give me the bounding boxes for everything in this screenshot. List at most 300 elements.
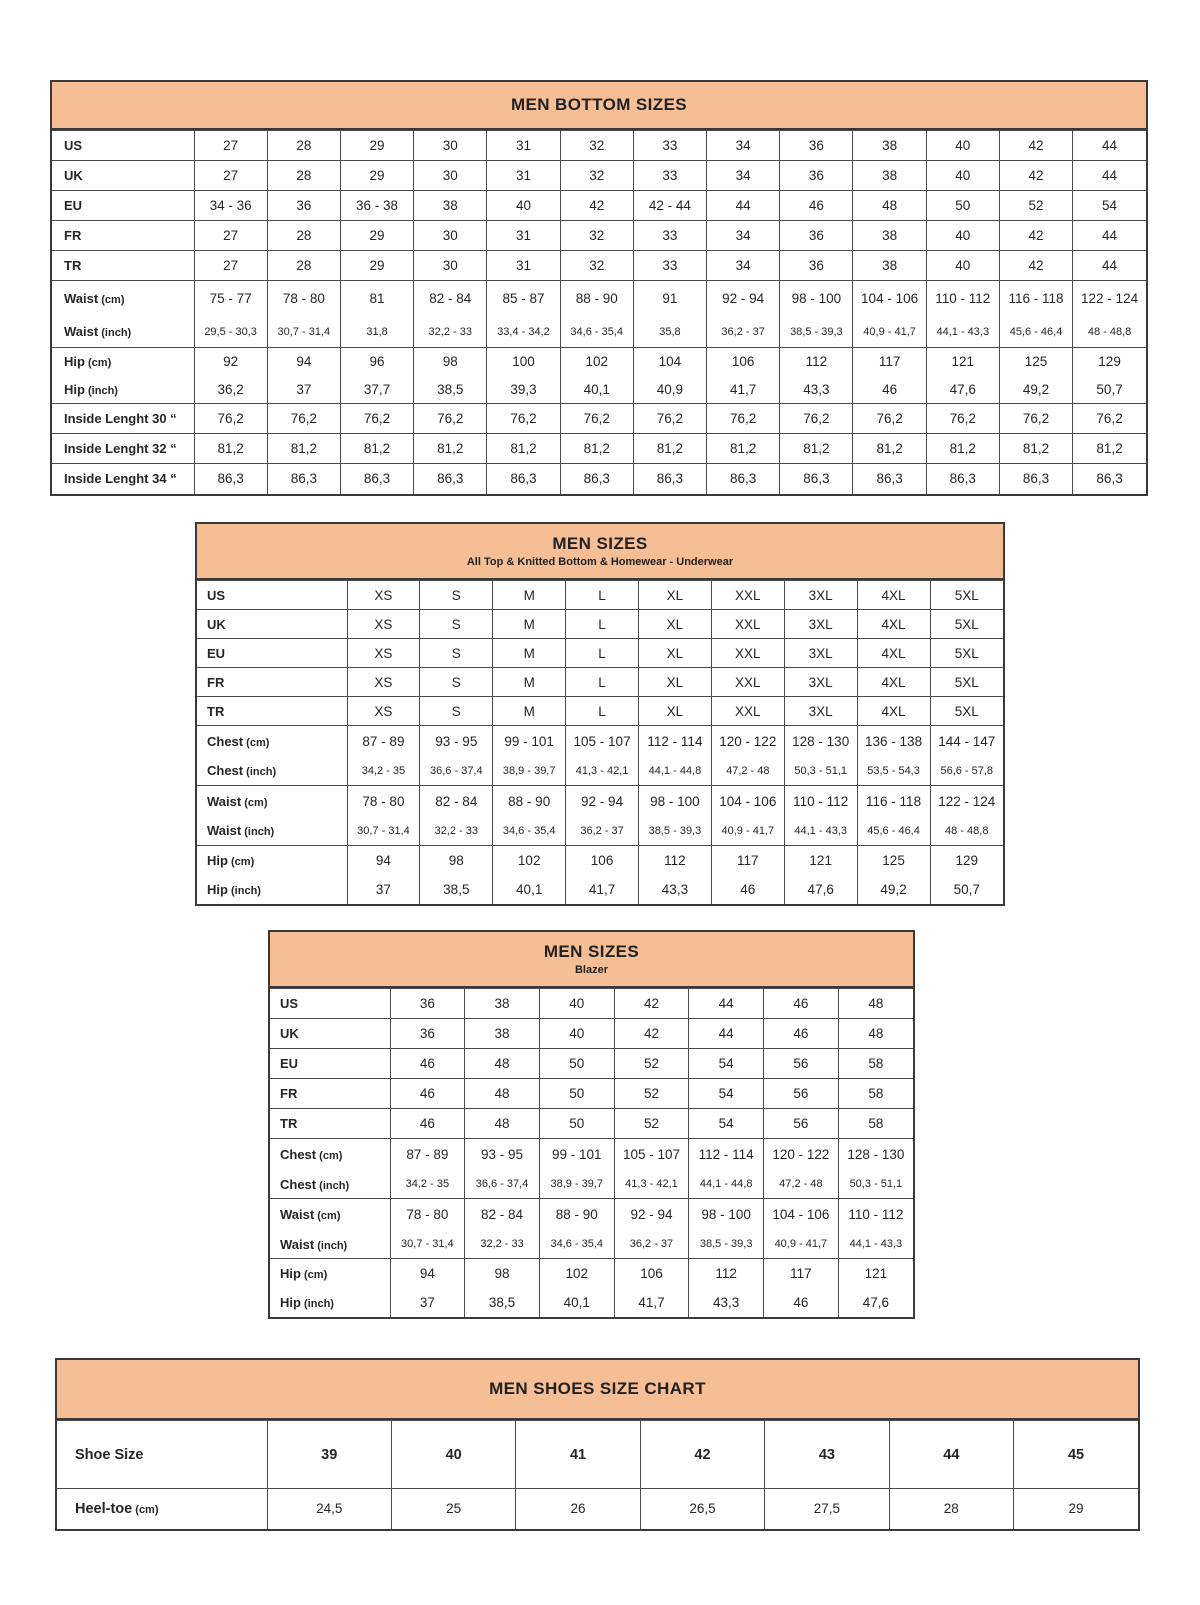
table-cell: 76,2 — [487, 404, 560, 434]
row-label: UK — [52, 161, 194, 191]
table-cell: 4XL — [857, 697, 930, 726]
table-cell: XS — [347, 639, 420, 668]
table-cell: 52 — [614, 1079, 689, 1109]
table-cell: 46 — [764, 1288, 839, 1317]
table-cell: 100 — [487, 348, 560, 376]
table-cell: 30 — [414, 221, 487, 251]
table-cell: 46 — [764, 989, 839, 1019]
table-cell: 50,7 — [1073, 376, 1146, 404]
table-cell: 125 — [857, 846, 930, 875]
table-cell: 86,3 — [926, 464, 999, 494]
table-cell: 38,9 - 39,7 — [539, 1171, 614, 1199]
table-cell: 36 — [780, 221, 853, 251]
table-cell: 3XL — [784, 697, 857, 726]
table-title: MEN BOTTOM SIZES — [510, 95, 688, 114]
table-cell: 29 — [1014, 1489, 1138, 1529]
row-label: Waist (inch) — [64, 324, 132, 340]
table-cell: 3XL — [784, 581, 857, 610]
row-label: Inside Lenght 34 “ — [52, 464, 194, 494]
table-cell: 86,3 — [707, 464, 780, 494]
table-cell: XXL — [711, 697, 784, 726]
table-cell: 49,2 — [857, 875, 930, 904]
table-cell: 45,6 - 46,4 — [999, 317, 1072, 348]
table-cell: 87 - 89 — [390, 1139, 465, 1171]
table-cell: 31,8 — [340, 317, 413, 348]
table-cell: 37 — [390, 1288, 465, 1317]
table-cell: 76,2 — [926, 404, 999, 434]
table-cell: 32 — [560, 131, 633, 161]
table-cell: 45 — [1014, 1421, 1138, 1489]
men-shoes-size-chart-table — [55, 1358, 1140, 1531]
table-cell: 30 — [414, 161, 487, 191]
table-subtitle: Blazer — [574, 964, 609, 976]
table-cell: 36 - 38 — [340, 191, 413, 221]
table-cell: 54 — [689, 1079, 764, 1109]
table-cell: 47,2 - 48 — [764, 1171, 839, 1199]
row-label: UK — [270, 1019, 390, 1049]
table-cell: 82 - 84 — [420, 786, 493, 817]
table-cell: 3XL — [784, 639, 857, 668]
table-cell: 87 - 89 — [347, 726, 420, 757]
table-cell: 104 - 106 — [764, 1199, 839, 1231]
table-cell: 28 — [889, 1489, 1013, 1529]
table-cell: L — [566, 639, 639, 668]
table-cell: 46 — [853, 376, 926, 404]
table-cell: 33 — [633, 131, 706, 161]
table-cell: 48 — [853, 191, 926, 221]
table-cell: 38 — [465, 989, 540, 1019]
table-cell: 88 - 90 — [493, 786, 566, 817]
row-label: Heel-toe (cm) — [57, 1489, 267, 1529]
table-cell: 98 — [414, 348, 487, 376]
table-cell: 86,3 — [414, 464, 487, 494]
table-cell: 43,3 — [639, 875, 712, 904]
table-cell: 56 — [764, 1109, 839, 1139]
table-cell: 34,2 - 35 — [390, 1171, 465, 1199]
table-cell: 39 — [267, 1421, 391, 1489]
row-label: Hip (inch) — [280, 1294, 334, 1310]
row-label: Waist (inch) — [280, 1236, 348, 1252]
table-cell: 42 — [614, 1019, 689, 1049]
table-cell: 31 — [487, 161, 560, 191]
table-cell: 56 — [764, 1079, 839, 1109]
table-cell: 98 - 100 — [780, 281, 853, 317]
table-cell: 125 — [999, 348, 1072, 376]
table-cell: 40,1 — [539, 1288, 614, 1317]
table-cell: 76,2 — [853, 404, 926, 434]
table-cell: 48 - 48,8 — [930, 817, 1003, 846]
table-cell: 54 — [689, 1049, 764, 1079]
table-cell: 48 - 48,8 — [1073, 317, 1146, 348]
table-cell: 86,3 — [1073, 464, 1146, 494]
table-cell: 76,2 — [780, 404, 853, 434]
table-cell: 38,9 - 39,7 — [493, 757, 566, 786]
table-cell: 42 — [999, 251, 1072, 281]
table-cell: 81,2 — [633, 434, 706, 464]
table-cell: 129 — [1073, 348, 1146, 376]
table-cell: 34 — [707, 221, 780, 251]
table-cell: 91 — [633, 281, 706, 317]
table-cell: 47,2 - 48 — [711, 757, 784, 786]
table-cell: XXL — [711, 668, 784, 697]
table-cell: 38 — [853, 131, 926, 161]
table-cell: 38,5 — [420, 875, 493, 904]
table-header — [270, 932, 913, 988]
row-label: Chest (inch) — [280, 1176, 350, 1192]
table-cell: 43,3 — [689, 1288, 764, 1317]
table-cell: 37 — [267, 376, 340, 404]
table-cell: XS — [347, 697, 420, 726]
table-cell: 42 — [999, 161, 1072, 191]
table-cell: 36 — [780, 131, 853, 161]
table-header — [197, 524, 1003, 580]
table-cell: 32,2 - 33 — [420, 817, 493, 846]
table-cell: 44,1 - 43,3 — [926, 317, 999, 348]
table-cell: 40,9 - 41,7 — [764, 1231, 839, 1259]
table-cell: S — [420, 697, 493, 726]
row-label: US — [270, 989, 390, 1019]
table-cell: 105 - 107 — [566, 726, 639, 757]
table-cell: 31 — [487, 251, 560, 281]
table-cell: 34,6 - 35,4 — [539, 1231, 614, 1259]
row-label: US — [52, 131, 194, 161]
table-cell: 38,5 - 39,3 — [689, 1231, 764, 1259]
row-label: Chest (cm) — [197, 726, 347, 757]
table-cell: 81,2 — [1073, 434, 1146, 464]
table-cell: 29 — [340, 131, 413, 161]
table-cell: 81,2 — [926, 434, 999, 464]
table-cell: 76,2 — [267, 404, 340, 434]
table-cell: 86,3 — [999, 464, 1072, 494]
row-label: Waist (cm) — [197, 786, 347, 817]
table-cell: 94 — [390, 1259, 465, 1288]
table-cell: 28 — [267, 131, 340, 161]
row-label: Shoe Size — [57, 1421, 267, 1489]
table-cell: 24,5 — [267, 1489, 391, 1529]
table-cell: 40,1 — [493, 875, 566, 904]
table-cell: 40,1 — [560, 376, 633, 404]
table-cell: 40 — [391, 1421, 515, 1489]
table-cell: 81,2 — [780, 434, 853, 464]
table-title: MEN SIZES — [552, 534, 648, 553]
table-cell: XL — [639, 668, 712, 697]
table-cell: 112 - 114 — [689, 1139, 764, 1171]
table-cell: S — [420, 581, 493, 610]
table-cell: 42 — [560, 191, 633, 221]
table-cell: L — [566, 581, 639, 610]
table-cell: 34 — [707, 251, 780, 281]
table-cell: XXL — [711, 610, 784, 639]
table-cell: 44 — [707, 191, 780, 221]
table-cell: 45,6 - 46,4 — [857, 817, 930, 846]
table-cell: XL — [639, 639, 712, 668]
table-cell: 4XL — [857, 581, 930, 610]
table-cell: 112 — [689, 1259, 764, 1288]
row-label: TR — [52, 251, 194, 281]
table-cell: 121 — [784, 846, 857, 875]
table-cell: 81,2 — [853, 434, 926, 464]
table-cell: L — [566, 610, 639, 639]
row-label: Waist (inch) — [207, 823, 275, 839]
table-cell: 41,3 - 42,1 — [614, 1171, 689, 1199]
table-cell: M — [493, 581, 566, 610]
table-cell: 54 — [1073, 191, 1146, 221]
table-cell: XXL — [711, 581, 784, 610]
table-cell: 37 — [347, 875, 420, 904]
row-label: TR — [270, 1109, 390, 1139]
row-label: Chest (cm) — [270, 1139, 390, 1171]
table-cell: 38 — [853, 221, 926, 251]
row-label: TR — [197, 697, 347, 726]
table-cell: 33 — [633, 251, 706, 281]
table-cell: 30,7 - 31,4 — [390, 1231, 465, 1259]
table-cell: 5XL — [930, 610, 1003, 639]
table-cell: 116 - 118 — [999, 281, 1072, 317]
table-cell: 120 - 122 — [764, 1139, 839, 1171]
table-cell: 40 — [926, 131, 999, 161]
table-cell: 104 - 106 — [853, 281, 926, 317]
table-cell: 34,6 - 35,4 — [560, 317, 633, 348]
table-cell: M — [493, 668, 566, 697]
table-cell: 76,2 — [194, 404, 267, 434]
table-cell: XL — [639, 697, 712, 726]
table-cell: 110 - 112 — [926, 281, 999, 317]
table-cell: 58 — [838, 1049, 913, 1079]
row-label: Hip (cm) — [52, 348, 194, 376]
table-cell: 4XL — [857, 639, 930, 668]
table-cell: 88 - 90 — [539, 1199, 614, 1231]
table-cell: 48 — [465, 1079, 540, 1109]
table-cell: 86,3 — [487, 464, 560, 494]
table-cell: 112 — [780, 348, 853, 376]
table-cell: M — [493, 697, 566, 726]
table-title: MEN SHOES SIZE CHART — [489, 1379, 706, 1398]
table-cell: 46 — [390, 1049, 465, 1079]
table-cell: 34 — [707, 131, 780, 161]
table-cell: 110 - 112 — [784, 786, 857, 817]
table-cell: 136 - 138 — [857, 726, 930, 757]
table-cell: 76,2 — [999, 404, 1072, 434]
size-grid — [270, 988, 913, 1317]
table-cell: 36 — [267, 191, 340, 221]
table-cell: 50,3 - 51,1 — [838, 1171, 913, 1199]
table-cell: 104 — [633, 348, 706, 376]
table-cell: 76,2 — [560, 404, 633, 434]
table-cell: 4XL — [857, 610, 930, 639]
table-cell: 34,2 - 35 — [347, 757, 420, 786]
table-cell: 104 - 106 — [711, 786, 784, 817]
table-cell: 99 - 101 — [539, 1139, 614, 1171]
table-cell: 44 — [689, 1019, 764, 1049]
table-cell: 43 — [765, 1421, 889, 1489]
table-cell: 86,3 — [267, 464, 340, 494]
row-label: FR — [270, 1079, 390, 1109]
table-cell: 144 - 147 — [930, 726, 1003, 757]
table-cell: 50 — [539, 1049, 614, 1079]
table-cell: 48 — [465, 1049, 540, 1079]
row-label: Inside Lenght 30 “ — [52, 404, 194, 434]
table-cell: 93 - 95 — [420, 726, 493, 757]
table-cell: 42 — [999, 221, 1072, 251]
row-label: Hip (cm) — [270, 1259, 390, 1288]
table-cell: XL — [639, 610, 712, 639]
table-cell: 5XL — [930, 581, 1003, 610]
table-cell: 36,2 - 37 — [614, 1231, 689, 1259]
table-cell: 129 — [930, 846, 1003, 875]
table-cell: 52 — [614, 1109, 689, 1139]
table-cell: 36 — [390, 989, 465, 1019]
table-cell: XL — [639, 581, 712, 610]
table-cell: 81 — [340, 281, 413, 317]
table-cell: 46 — [780, 191, 853, 221]
table-cell: 30 — [414, 251, 487, 281]
size-grid — [52, 130, 1146, 494]
table-title: MEN SIZES — [543, 942, 640, 961]
table-cell: 54 — [689, 1109, 764, 1139]
table-cell: 47,6 — [926, 376, 999, 404]
table-cell: 81,2 — [999, 434, 1072, 464]
row-label: EU — [270, 1049, 390, 1079]
table-cell: XXL — [711, 639, 784, 668]
row-label: Hip (inch) — [207, 881, 261, 897]
table-cell: 38,5 — [414, 376, 487, 404]
table-cell: 120 - 122 — [711, 726, 784, 757]
table-cell: 76,2 — [414, 404, 487, 434]
table-cell: 38 — [853, 161, 926, 191]
table-cell: 28 — [267, 161, 340, 191]
table-cell: 47,6 — [838, 1288, 913, 1317]
table-cell: S — [420, 610, 493, 639]
table-cell: 29 — [340, 161, 413, 191]
table-cell: 92 - 94 — [566, 786, 639, 817]
table-cell: 31 — [487, 221, 560, 251]
table-cell: 76,2 — [340, 404, 413, 434]
table-cell: 56,6 - 57,8 — [930, 757, 1003, 786]
table-cell: L — [566, 697, 639, 726]
row-label: Hip (inch) — [64, 381, 118, 397]
table-cell: 41,7 — [566, 875, 639, 904]
table-cell: XS — [347, 581, 420, 610]
table-cell: 86,3 — [560, 464, 633, 494]
table-cell: 29 — [340, 251, 413, 281]
table-cell: 41,7 — [614, 1288, 689, 1317]
table-cell: 34 — [707, 161, 780, 191]
table-cell: 26 — [516, 1489, 640, 1529]
table-cell: 32,2 - 33 — [414, 317, 487, 348]
table-cell: 50 — [539, 1079, 614, 1109]
table-cell: 78 - 80 — [390, 1199, 465, 1231]
table-cell: 39,3 — [487, 376, 560, 404]
table-cell: 85 - 87 — [487, 281, 560, 317]
row-label: Inside Lenght 32 “ — [52, 434, 194, 464]
table-cell: 81,2 — [414, 434, 487, 464]
table-cell: 49,2 — [999, 376, 1072, 404]
row-label: FR — [197, 668, 347, 697]
table-cell: 76,2 — [1073, 404, 1146, 434]
table-cell: 3XL — [784, 610, 857, 639]
table-cell: 121 — [926, 348, 999, 376]
men-sizes-blazer-table — [268, 930, 915, 1319]
table-cell: 110 - 112 — [838, 1199, 913, 1231]
table-cell: 96 — [340, 348, 413, 376]
table-cell: 76,2 — [633, 404, 706, 434]
row-label: Waist (cm) — [270, 1199, 390, 1231]
table-cell: 40,9 — [633, 376, 706, 404]
table-cell: 26,5 — [640, 1489, 764, 1529]
table-cell: 32,2 - 33 — [465, 1231, 540, 1259]
table-header — [57, 1360, 1138, 1420]
table-cell: 27 — [194, 251, 267, 281]
table-cell: 117 — [853, 348, 926, 376]
table-cell: 5XL — [930, 639, 1003, 668]
table-cell: 99 - 101 — [493, 726, 566, 757]
table-cell: 43,3 — [780, 376, 853, 404]
row-label: US — [197, 581, 347, 610]
table-cell: 32 — [560, 251, 633, 281]
table-cell: 46 — [390, 1109, 465, 1139]
table-cell: 75 - 77 — [194, 281, 267, 317]
table-cell: 44 — [1073, 251, 1146, 281]
table-cell: 30,7 - 31,4 — [347, 817, 420, 846]
table-cell: 38,5 - 39,3 — [639, 817, 712, 846]
table-cell: 86,3 — [633, 464, 706, 494]
table-cell: 81,2 — [560, 434, 633, 464]
table-cell: 38,5 - 39,3 — [780, 317, 853, 348]
table-cell: 38,5 — [465, 1288, 540, 1317]
table-cell: 92 - 94 — [707, 281, 780, 317]
table-cell: 40 — [926, 161, 999, 191]
table-cell: 98 - 100 — [639, 786, 712, 817]
table-cell: 86,3 — [194, 464, 267, 494]
table-cell: 33,4 - 34,2 — [487, 317, 560, 348]
table-cell: 81,2 — [487, 434, 560, 464]
table-cell: 40 — [926, 221, 999, 251]
size-grid — [197, 580, 1003, 904]
table-cell: 47,6 — [784, 875, 857, 904]
table-cell: 48 — [838, 1019, 913, 1049]
table-cell: 128 - 130 — [784, 726, 857, 757]
table-cell: 58 — [838, 1109, 913, 1139]
table-cell: 25 — [391, 1489, 515, 1529]
table-cell: 3XL — [784, 668, 857, 697]
men-bottom-sizes-table — [50, 80, 1148, 496]
table-cell: 116 - 118 — [857, 786, 930, 817]
table-cell: 44,1 - 44,8 — [689, 1171, 764, 1199]
table-cell: 32 — [560, 161, 633, 191]
table-cell: 36 — [780, 251, 853, 281]
table-cell: 41 — [516, 1421, 640, 1489]
table-cell: 35,8 — [633, 317, 706, 348]
table-cell: 106 — [614, 1259, 689, 1288]
table-cell: 27 — [194, 131, 267, 161]
table-cell: 56 — [764, 1049, 839, 1079]
table-cell: 42 — [640, 1421, 764, 1489]
table-cell: 28 — [267, 251, 340, 281]
table-cell: 93 - 95 — [465, 1139, 540, 1171]
row-label: EU — [197, 639, 347, 668]
table-cell: 40 — [539, 989, 614, 1019]
table-cell: 46 — [711, 875, 784, 904]
table-cell: 86,3 — [340, 464, 413, 494]
table-cell: 94 — [347, 846, 420, 875]
table-cell: 48 — [838, 989, 913, 1019]
table-subtitle: All Top & Knitted Bottom & Homewear - Underwear — [466, 556, 734, 568]
table-cell: 28 — [267, 221, 340, 251]
table-cell: 52 — [614, 1049, 689, 1079]
table-cell: 36,6 - 37,4 — [465, 1171, 540, 1199]
row-label: UK — [197, 610, 347, 639]
table-cell: 50 — [926, 191, 999, 221]
